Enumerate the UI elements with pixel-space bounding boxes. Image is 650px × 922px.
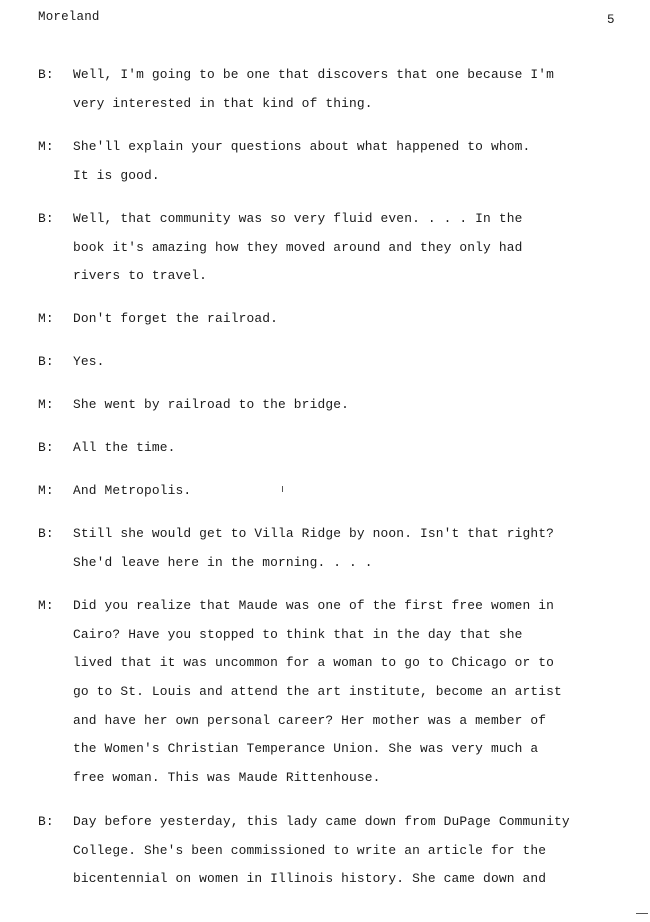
speech-line: the Women's Christian Temperance Union. She was very much a xyxy=(73,741,539,757)
speaker-label: B: xyxy=(38,211,54,226)
scan-speck xyxy=(636,913,648,914)
speech-text xyxy=(73,477,633,506)
speaker-label: B: xyxy=(38,354,54,369)
speech-line: She'd leave here in the morning. . . . xyxy=(73,554,373,570)
speech-line: lived that it was uncommon for a woman to go to Chicago or to xyxy=(73,655,555,671)
speech-text xyxy=(73,205,633,291)
speech-line: Yes. xyxy=(73,354,105,369)
speech-line: All the time. xyxy=(73,440,176,455)
speech-line: Well, I'm going to be one that discovers that one because I'm xyxy=(73,67,555,82)
speech-line: go to St. Louis and attend the art institute, become an artist xyxy=(73,684,562,700)
speech-line: She'll explain your questions about what happened to whom. xyxy=(73,139,531,154)
speaker-label: M: xyxy=(38,483,54,498)
speech-line: She went by railroad to the bridge. xyxy=(73,397,349,412)
speech-text xyxy=(73,434,633,463)
speech-line: free woman. This was Maude Rittenhouse. xyxy=(73,770,381,786)
speaker-label: M: xyxy=(38,139,54,154)
speech-text xyxy=(73,61,633,118)
speaker-label: B: xyxy=(38,440,54,455)
speech-line: Still she would get to Villa Ridge by noon. Isn't that right? xyxy=(73,526,555,541)
speech-text xyxy=(73,391,633,420)
speaker-label: B: xyxy=(38,526,54,541)
speech-line: Well, that community was so very fluid even. . . . In the xyxy=(73,211,523,226)
speech-text xyxy=(73,592,633,793)
speaker-label: B: xyxy=(38,814,54,829)
speaker-label: M: xyxy=(38,311,54,326)
speech-line: Did you realize that Maude was one of the first free women in xyxy=(73,598,555,613)
speech-text xyxy=(73,520,633,577)
speaker-label: M: xyxy=(38,397,54,412)
speaker-label: B: xyxy=(38,67,54,82)
speech-text xyxy=(73,808,633,894)
speech-line: Cairo? Have you stopped to think that in the day that she xyxy=(73,626,523,642)
speech-line: Day before yesterday, this lady came down from DuPage Community xyxy=(73,814,570,829)
speech-line: book it's amazing how they moved around and they only had xyxy=(73,239,523,255)
speech-line: College. She's been commissioned to write an article for the xyxy=(73,842,547,858)
speech-text xyxy=(73,133,633,190)
speech-line: It is good. xyxy=(73,167,160,183)
speech-line: And Metropolis. xyxy=(73,483,192,498)
speech-line: Don't forget the railroad. xyxy=(73,311,279,326)
speaker-label: M: xyxy=(38,598,54,613)
speech-line: rivers to travel. xyxy=(73,268,208,284)
speech-text xyxy=(73,348,633,377)
speech-line: bicentennial on women in Illinois history. She came down and xyxy=(73,871,547,887)
scan-speck xyxy=(282,486,283,492)
page-number: 5 xyxy=(607,13,615,27)
speech-line: very interested in that kind of thing. xyxy=(73,95,373,111)
speech-line: and have her own personal career? Her mother was a member of xyxy=(73,712,547,728)
interviewee-name-header: Moreland xyxy=(38,10,100,24)
speech-text xyxy=(73,305,633,334)
